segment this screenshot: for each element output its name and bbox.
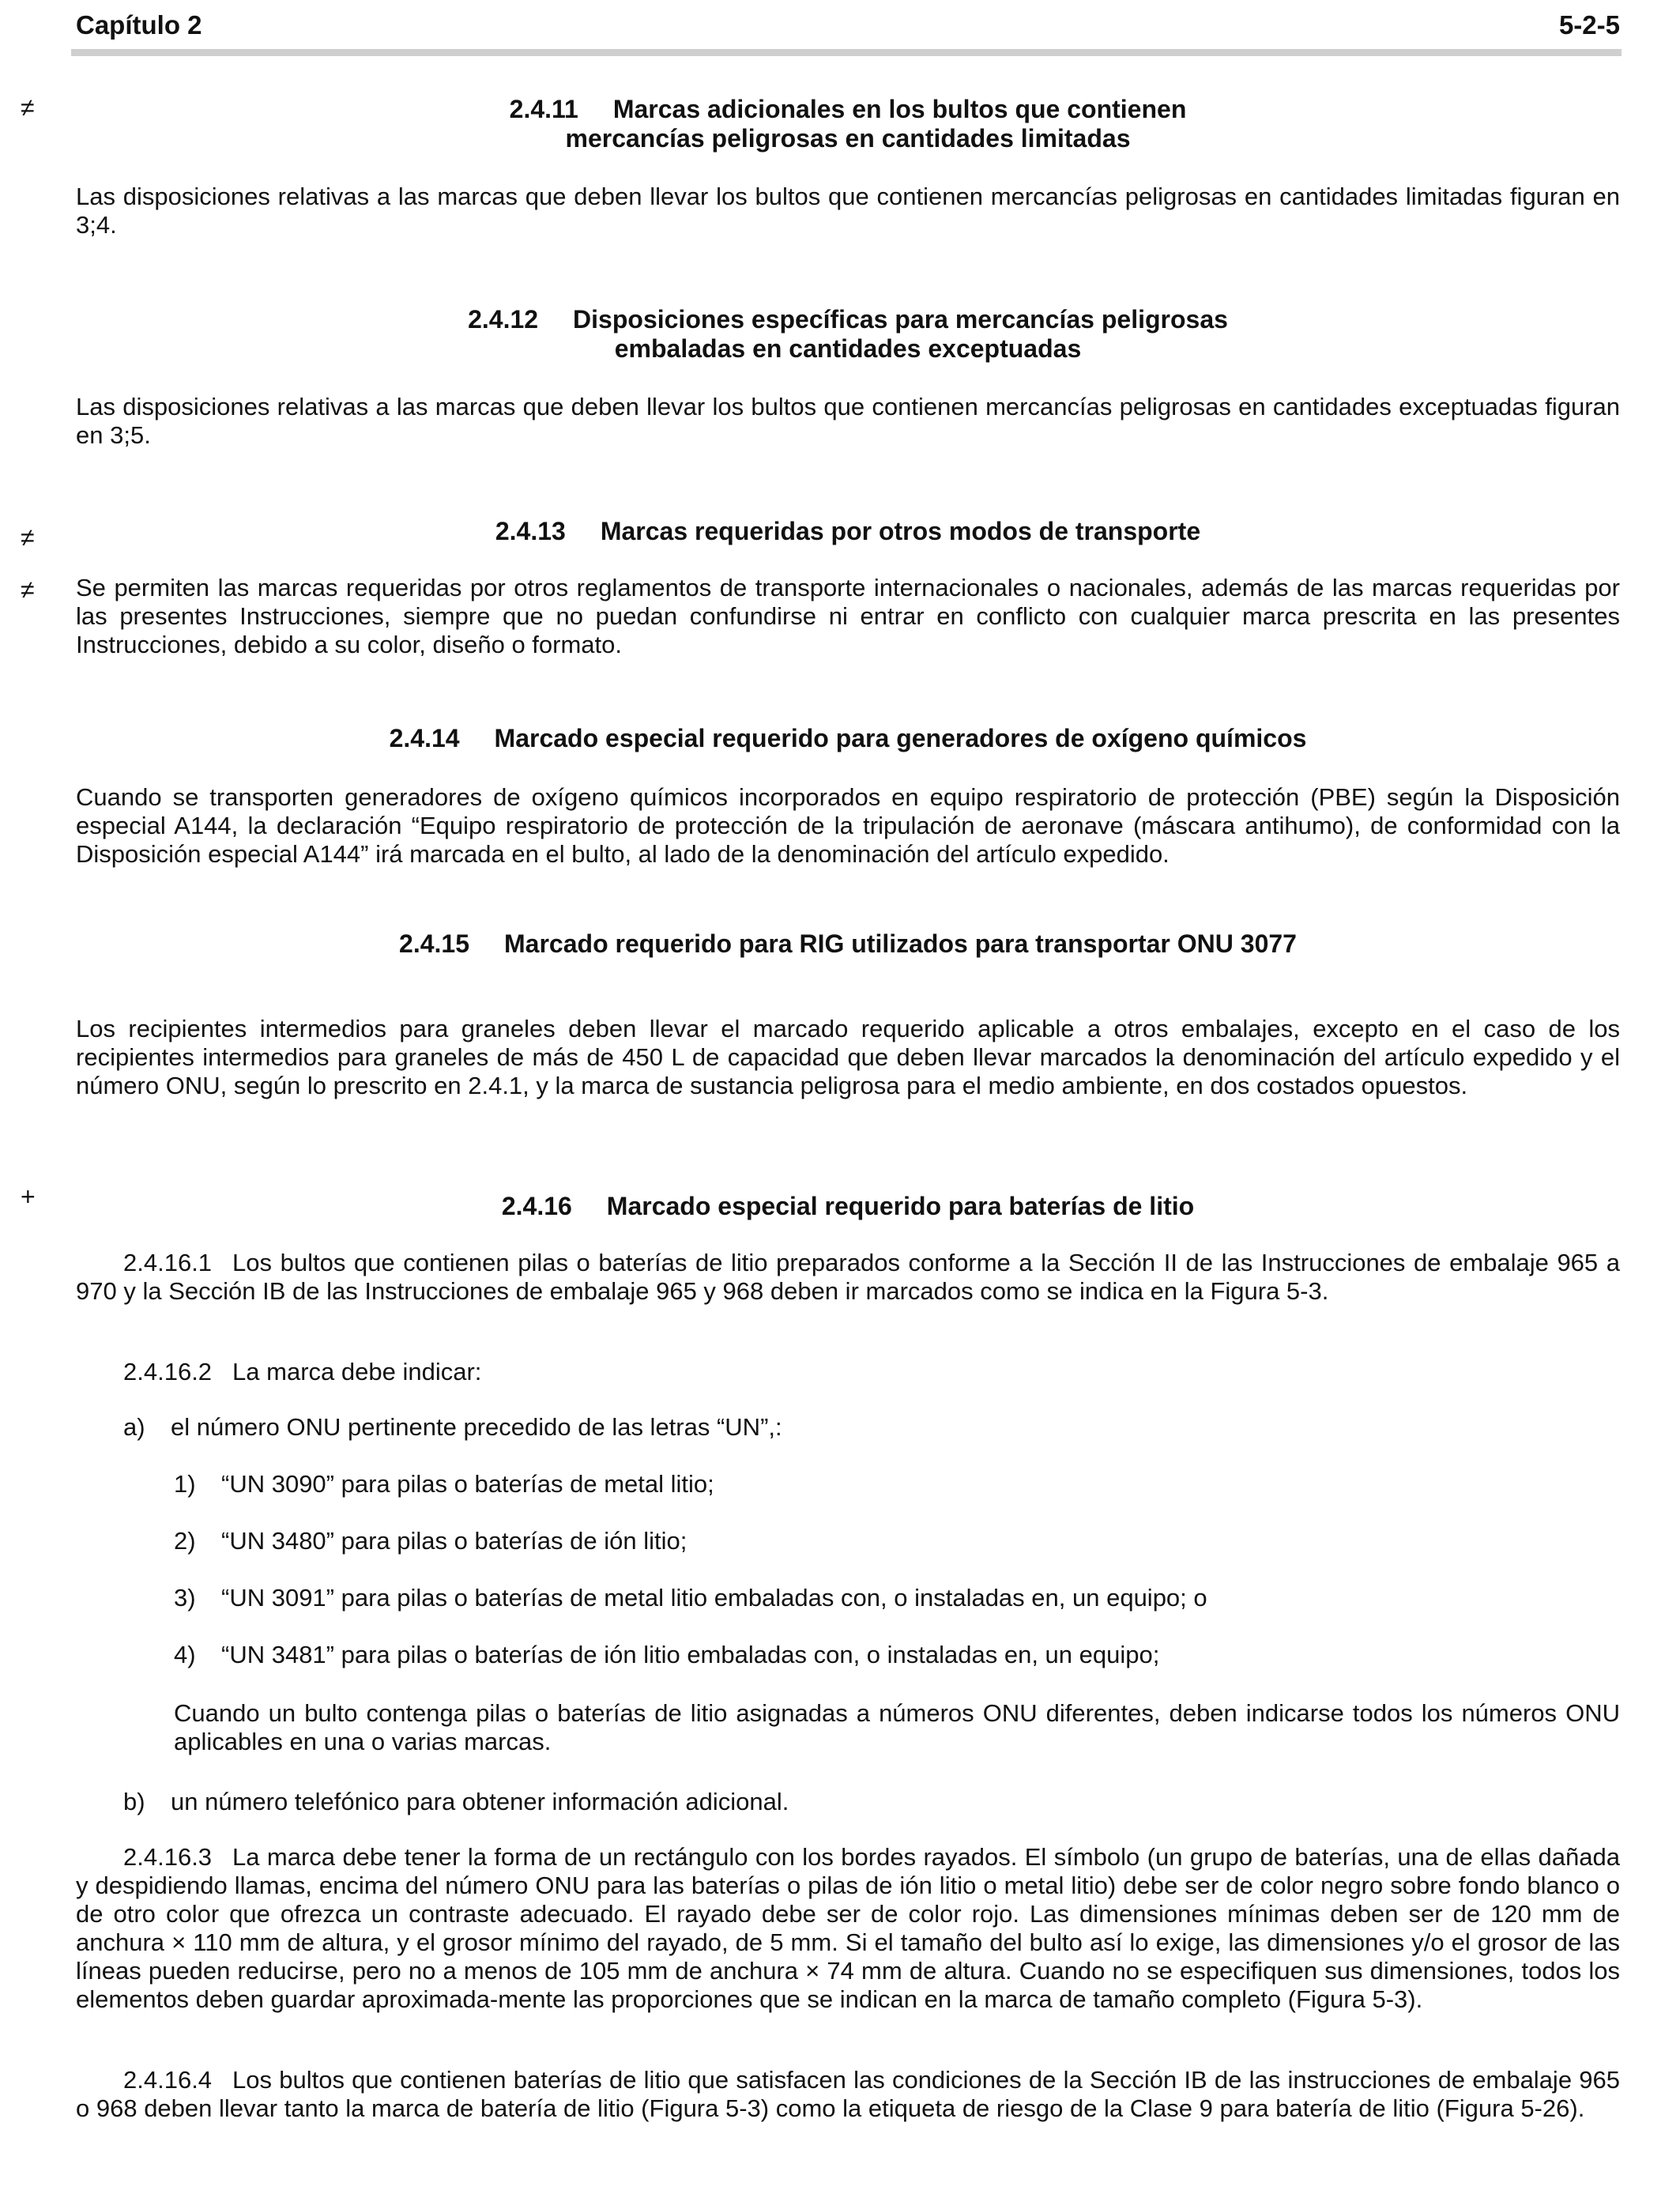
- page-number: 5-2-5: [1558, 10, 1620, 40]
- change-mark: ≠: [21, 575, 35, 604]
- list-text: “UN 3090” para pilas o baterías de metal litio;: [221, 1470, 714, 1498]
- section-paragraph: Las disposiciones relativas a las marcas que deben llevar los bultos que contienen mercancías peligrosas en cantidades exceptuadas figuran en 3;5.: [76, 393, 1620, 449]
- paragraph-text: Los bultos que contienen baterías de litio que satisfacen las condiciones de la Sección IB de las instrucciones de embalaje 965 o 968 deben llevar tanto la marca de batería de litio (Figura 5-3) como la etiqueta de riesgo de la Clase 9 para batería de litio (Figura 5-26).: [76, 2066, 1620, 2122]
- section-title: Marcado requerido para RIG utilizados para transportar ONU 3077: [504, 929, 1297, 958]
- section-heading-2-4-13: [76, 517, 1620, 546]
- list-subitem: [174, 1641, 1159, 1669]
- section-title: Marcas adicionales en los bultos que contienen: [612, 95, 1187, 123]
- paragraph-number: 2.4.16.3: [123, 1843, 213, 1871]
- section-title: Marcado especial requerido para baterías de litio: [606, 1192, 1195, 1220]
- paragraph-number: 2.4.16.4: [123, 2066, 213, 2094]
- section-title-continued: embaladas en cantidades exceptuadas: [614, 334, 1082, 363]
- section-number: 2.4.11: [509, 95, 578, 123]
- section-heading-2-4-12: [76, 305, 1620, 364]
- section-heading-2-4-16: [76, 1192, 1620, 1221]
- section-title: Marcas requeridas por otros modos de transporte: [600, 517, 1201, 545]
- section-heading-2-4-14: [76, 724, 1620, 753]
- section-paragraph: Los recipientes intermedios para graneles deben llevar el marcado requerido aplicable a otros embalajes, excepto en el caso de los recipientes intermedios para graneles de más de 450 L de capacidad que deben llevar marcados la denominación del artículo expedido y el número ONU, según lo prescrito en 2.4.1, y la marca de sustancia peligrosa para el medio ambiente, en dos costados opuestos.: [76, 1015, 1620, 1099]
- list-label: 1): [174, 1470, 196, 1498]
- section-paragraph: Las disposiciones relativas a las marcas que deben llevar los bultos que contienen mercancías peligrosas en cantidades limitadas figuran en 3;4.: [76, 183, 1620, 239]
- list-subitem: [174, 1470, 714, 1498]
- paragraph-text: La marca debe indicar:: [232, 1358, 482, 1385]
- section-number: 2.4.16: [501, 1192, 572, 1220]
- paragraph-text: Los bultos que contienen pilas o baterías de litio preparados conforme a la Sección II de las Instrucciones de embalaje 965 a 970 y la Sección IB de las Instrucciones de embalaje 965 y 968 deben ir marcados como se indica en la Figura 5-3.: [76, 1249, 1620, 1305]
- section-number: 2.4.13: [495, 517, 566, 545]
- list-subitem: [174, 1527, 687, 1555]
- change-mark: ≠: [21, 523, 35, 552]
- subsection-paragraph-2-4-16-3: [76, 1843, 1620, 2014]
- section-number: 2.4.12: [468, 305, 539, 334]
- list-item-a: [123, 1413, 782, 1442]
- list-text: “UN 3091” para pilas o baterías de metal litio embaladas con, o instaladas en, un equipo; o: [221, 1584, 1207, 1612]
- section-number: 2.4.15: [399, 929, 470, 958]
- list-label: 3): [174, 1584, 196, 1612]
- paragraph-number: 2.4.16.2: [123, 1358, 213, 1385]
- list-label: a): [123, 1413, 145, 1441]
- change-mark: ≠: [21, 93, 35, 122]
- section-title-continued: mercancías peligrosas en cantidades limitadas: [565, 124, 1131, 153]
- list-text: “UN 3480” para pilas o baterías de ión litio;: [221, 1527, 687, 1555]
- subsection-paragraph-2-4-16-4: [76, 2066, 1620, 2123]
- section-paragraph: Se permiten las marcas requeridas por otros reglamentos de transporte internacionales o nacionales, además de las marcas requeridas por las presentes Instrucciones, siempre que no puedan confundirse ni entrar en conflicto con cualquier marca prescrita en las presentes Instrucciones, debido a su color, diseño o formato.: [76, 574, 1620, 658]
- paragraph-text: La marca debe tener la forma de un rectángulo con los bordes rayados. El símbolo (un grupo de baterías, una de ellas dañada y despidiendo llamas, encima del número ONU para las baterías o pilas de ión litio o metal litio) debe ser de color negro sobre fondo blanco o de otro color que ofrezca un contraste adecuado. El rayado debe ser de color rojo. Las dimensiones mínimas deben ser de 120 mm de anchura × 110 mm de altura, y el grosor mínimo del rayado, de 5 mm. Si el tamaño del bulto así lo exige, las dimensiones y/o el grosor de las líneas pueden reducirse, pero no a menos de 105 mm de anchura × 74 mm de altura. Cuando no se especifiquen sus dimensiones, todos los elementos deben guardar aproximada-mente las proporciones que se indican en la marca de tamaño completo (Figura 5-3).: [76, 1843, 1620, 2013]
- chapter-label: Capítulo 2: [76, 10, 202, 40]
- paragraph-number: 2.4.16.1: [123, 1249, 213, 1276]
- list-label: 2): [174, 1527, 196, 1555]
- section-heading-2-4-11: [76, 95, 1620, 153]
- list-text: “UN 3481” para pilas o baterías de ión litio embaladas con, o instaladas en, un equipo;: [221, 1641, 1160, 1668]
- subsection-paragraph-2-4-16-1: [76, 1249, 1620, 1306]
- section-heading-2-4-15: [76, 929, 1620, 959]
- section-number: 2.4.14: [389, 724, 460, 752]
- list-note: Cuando un bulto contenga pilas o baterías de litio asignadas a números ONU diferentes, deben indicarse todos los números ONU aplicables en una o varias marcas.: [174, 1699, 1620, 1755]
- page-header: [76, 5, 1620, 46]
- addition-mark: +: [21, 1182, 36, 1211]
- list-item-b: [123, 1788, 789, 1816]
- list-label: b): [123, 1788, 145, 1815]
- list-label: 4): [174, 1641, 196, 1668]
- list-subitem: [174, 1584, 1207, 1612]
- section-paragraph: Cuando se transporten generadores de oxígeno químicos incorporados en equipo respiratorio de protección (PBE) según la Disposición especial A144, la declaración “Equipo respiratorio de protección de la tripulación de aeronave (máscara antihumo), de conformidad con la Disposición especial A144” irá marcada en el bulto, al lado de la denominación del artículo expedido.: [76, 783, 1620, 868]
- section-title: Disposiciones específicas para mercancías peligrosas: [573, 305, 1228, 334]
- section-title: Marcado especial requerido para generadores de oxígeno químicos: [494, 724, 1307, 752]
- list-text: el número ONU pertinente precedido de las letras “UN”,:: [171, 1413, 782, 1441]
- header-divider: [71, 49, 1622, 56]
- list-text: un número telefónico para obtener información adicional.: [171, 1788, 789, 1815]
- subsection-paragraph-2-4-16-2: [76, 1358, 1620, 1386]
